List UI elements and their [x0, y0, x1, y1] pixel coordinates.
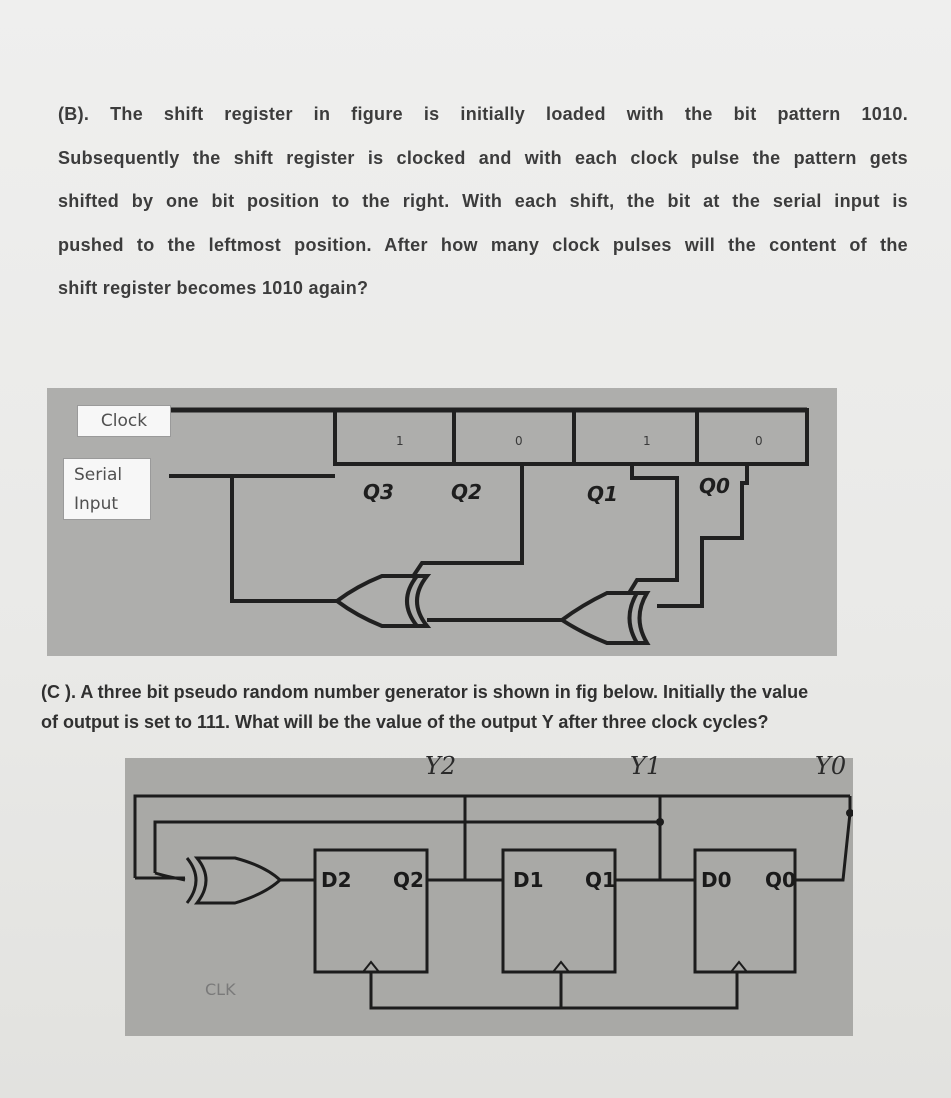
y0-tap: [810, 796, 850, 880]
register-bit-q1: 1: [643, 434, 651, 448]
junction-dot: [656, 818, 664, 826]
q3-label: Q3: [363, 480, 394, 504]
register-bit-q2: 0: [515, 434, 523, 448]
question-b-text: [58, 93, 908, 311]
d2-label: D2: [321, 868, 352, 892]
question-c-line: (C ). A three bit pseudo random number generator is shown in fig below. Initially the value: [41, 682, 809, 702]
y0-label: Y0: [815, 752, 847, 780]
d0-label: D0: [701, 868, 732, 892]
question-b-line: (B). The shift register in figure is initially loaded with the bit pattern 1010.: [58, 104, 908, 124]
register-outline: [335, 410, 807, 464]
question-b-line: pushed to the leftmost position. After how many clock pulses will the content of the: [58, 234, 908, 255]
question-b-line: Subsequently the shift register is clocked and with each clock pulse the pattern gets: [58, 147, 908, 168]
serial-input-wire: [169, 476, 337, 601]
y2-label: Y2: [425, 752, 457, 780]
q2-label: Q2: [393, 868, 424, 892]
question-c-text: [41, 677, 911, 737]
clock-label: Clock: [77, 405, 171, 437]
prng-figure: [125, 752, 853, 1036]
shift-register-figure: [47, 388, 837, 656]
q0-label: Q0: [699, 474, 730, 498]
serial-label-line: Input: [74, 494, 119, 514]
xor-gate: [135, 858, 280, 903]
question-c-line: of output is set to 111. What will be the value of the output Y after three clock cycles?: [41, 712, 769, 732]
xor-gate-2: [562, 593, 647, 643]
y1-feedback-wire: [155, 822, 660, 873]
junction-dot: [846, 809, 853, 817]
q1-tap-wire: [629, 466, 677, 593]
y0-feedback-wire: [135, 796, 850, 878]
serial-label-line: Serial: [74, 465, 123, 485]
xor-gate-1: [337, 576, 427, 626]
q0-label: Q0: [765, 868, 796, 892]
serial-input-label: [63, 458, 151, 520]
d1-label: D1: [513, 868, 544, 892]
register-bit-q0: 0: [755, 434, 763, 448]
question-b-line: shift register becomes 1010 again?: [58, 278, 369, 298]
register-bit-q3: 1: [396, 434, 404, 448]
clock-bus: [371, 972, 737, 1008]
y1-label: Y1: [630, 752, 662, 780]
q1-label: Q1: [585, 868, 616, 892]
question-b-line: shifted by one bit position to the right. With each shift, the bit at the serial input is: [58, 191, 908, 211]
q2-label: Q2: [451, 480, 482, 504]
clk-label: CLK: [205, 980, 236, 999]
q1-label: Q1: [587, 482, 618, 506]
